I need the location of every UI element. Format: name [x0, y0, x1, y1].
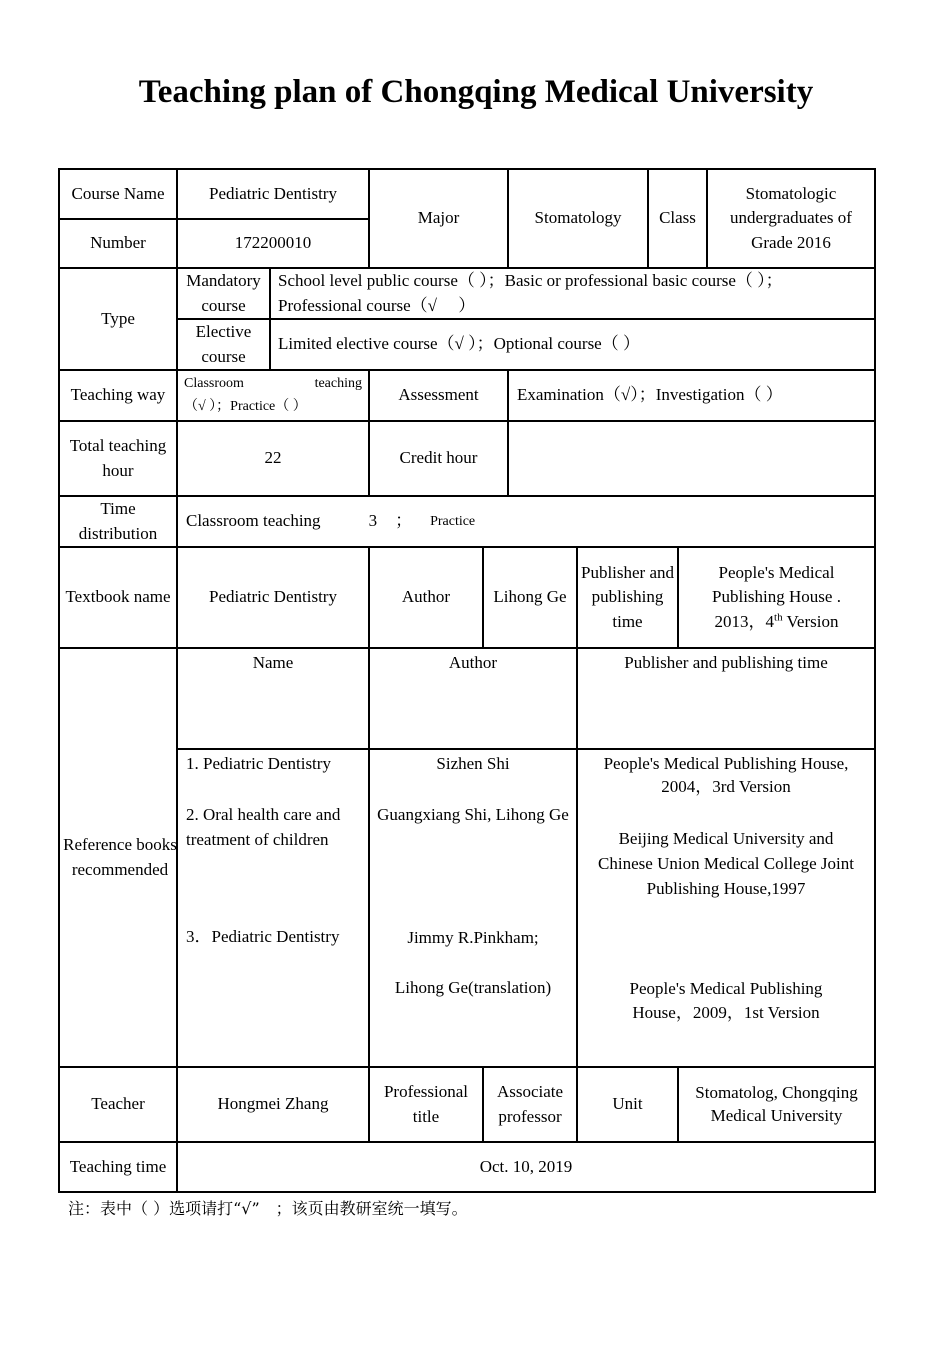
textbook-publisher-label: Publisher and publishing time [580, 563, 675, 631]
course-name-label: Course Name [71, 183, 165, 203]
type-label: Type [101, 308, 135, 328]
reference-author-3a: Jimmy R.Pinkham; [407, 928, 539, 947]
practice-text: Practice [430, 513, 476, 529]
classroom-teaching-count: 3 [368, 511, 378, 531]
time-distribution-value [186, 497, 874, 546]
textbook-publisher-line3 [715, 610, 839, 634]
col-line [368, 647, 370, 1068]
teacher-label: Teacher [91, 1094, 145, 1114]
class-value: Stomatologic undergraduates of Grade 2016 [730, 184, 852, 252]
reference-name-1: 1. Pediatric Dentistry [186, 754, 331, 773]
col-line [576, 647, 578, 1068]
textbook-publisher [679, 548, 874, 647]
reference-books-label: Reference books recommended [63, 835, 177, 879]
reference-name-3: 3．Pediatric Dentistry [186, 927, 340, 946]
time-separator: ； [395, 511, 413, 531]
row-line [177, 748, 876, 750]
textbook-publisher-sup: th [774, 610, 783, 623]
teaching-way-line1-b: teaching [314, 376, 362, 392]
professional-title-value: Associate professor [496, 1082, 564, 1126]
textbook-publisher-line1: People's Medical [718, 563, 835, 583]
mandatory-options-line1: School level public course（ ）；Basic or professional basic course（ ）； [278, 271, 783, 291]
row-line [58, 647, 876, 649]
unit-label: Unit [612, 1094, 643, 1114]
reference-name-2: 2. Oral health care and treatment of children [186, 805, 341, 849]
reference-col-name: Name [252, 653, 294, 672]
reference-author-3b: Lihong Ge(translation) [394, 978, 552, 997]
textbook-publisher-line2: Publishing House . [712, 587, 841, 607]
teacher-name: Hongmei Zhang [217, 1094, 329, 1114]
reference-col-publisher: Publisher and publishing time [624, 653, 828, 672]
reference-col-author: Author [448, 653, 498, 672]
textbook-publisher-year: 2013，4 [714, 611, 775, 631]
teaching-time-label: Teaching time [69, 1156, 167, 1176]
total-hour-value: 22 [264, 448, 282, 468]
textbook-label: Textbook name [65, 587, 171, 607]
reference-publisher-2: Beijing Medical University and Chinese Union Medical College Joint Publishing House,1997 [598, 829, 854, 898]
textbook-name: Pediatric Dentistry [209, 587, 337, 607]
textbook-author-label: Author [401, 587, 451, 607]
mandatory-course-label: Mandatory course [186, 271, 261, 315]
textbook-author: Lihong Ge [493, 587, 567, 607]
unit-value: Stomatolog, Chongqing Medical University [695, 1082, 858, 1125]
reference-author-2: Guangxiang Shi, Lihong Ge [377, 805, 569, 824]
professional-title-label: Professional title [383, 1082, 469, 1126]
mandatory-course-options [278, 269, 874, 318]
class-label: Class [659, 208, 696, 228]
credit-hour-label: Credit hour [399, 448, 478, 468]
elective-course-options: Limited elective course（√ ）；Optional course（ ） [278, 334, 640, 354]
assessment-label: Assessment [398, 385, 479, 405]
teaching-way-label: Teaching way [70, 385, 166, 405]
reference-publisher-1: People's Medical Publishing House, 2004，3rd Version [603, 754, 849, 796]
col-line [269, 267, 271, 370]
major-label: Major [417, 208, 460, 228]
reference-author-1: Sizhen Shi [436, 754, 510, 773]
footnote: 注：表中（ ）选项请打“√” ；该页由教研室统一填写。 [68, 1199, 468, 1218]
teaching-time-value: Oct. 10, 2019 [479, 1156, 573, 1176]
teaching-way-line1-a: Classroom [184, 376, 244, 392]
course-number-value: 172200010 [234, 233, 312, 253]
table-border-bottom [58, 1191, 876, 1193]
teaching-way-value [184, 371, 362, 420]
elective-course-label: Elective course [195, 322, 252, 366]
assessment-value: Examination（√）；Investigation（ ） [517, 385, 783, 405]
classroom-teaching-text: Classroom teaching [186, 511, 321, 531]
course-name-value: Pediatric Dentistry [209, 183, 337, 203]
reference-publisher-3: People's Medical Publishing House，2009，1st Version [629, 979, 823, 1022]
mandatory-options-line2: Professional course（√ ） [278, 295, 476, 315]
course-number-label: Number [90, 233, 146, 253]
credit-hour-value [509, 422, 874, 495]
page-title: Teaching plan of Chongqing Medical University [138, 74, 814, 110]
time-distribution-label: Time distribution [78, 499, 158, 543]
total-hour-label: Total teaching hour [69, 436, 167, 480]
teaching-way-line2: （√ ）；Practice（ ） [184, 398, 307, 414]
major-value: Stomatology [534, 208, 622, 228]
textbook-publisher-version: Version [782, 611, 839, 631]
table-border-right [874, 168, 876, 1193]
